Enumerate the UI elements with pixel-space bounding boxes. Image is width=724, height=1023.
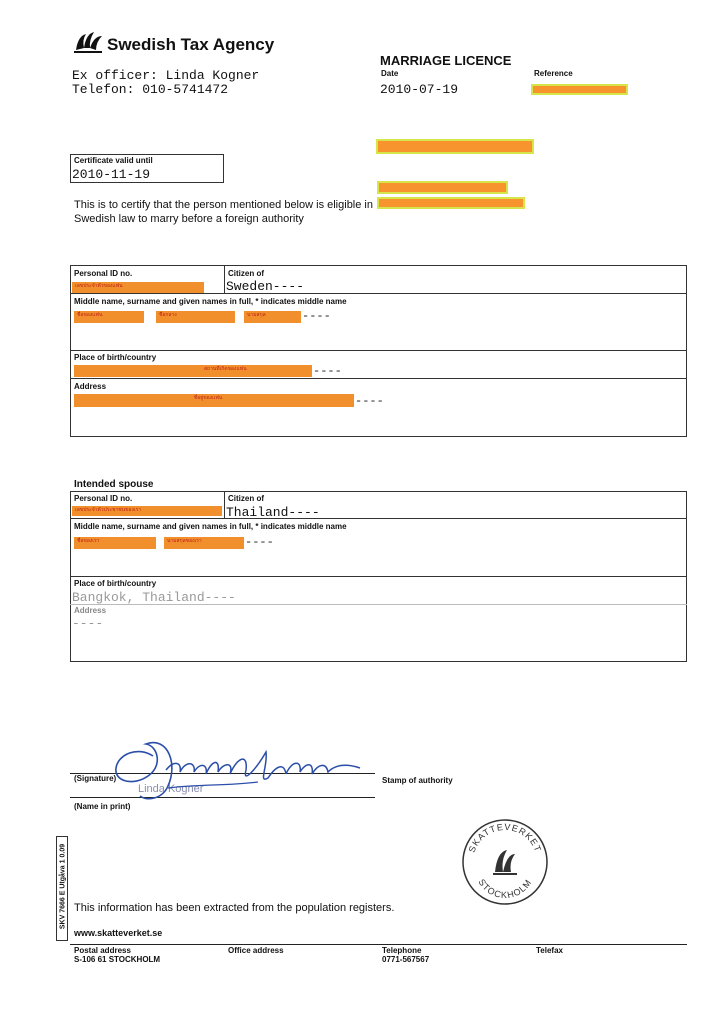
- validity-value: 2010-11-19: [72, 167, 151, 182]
- spouse-heading: Intended spouse: [74, 479, 154, 490]
- stamp-text-bottom: STOCKHOLM: [476, 877, 534, 901]
- extracted-notice: This information has been extracted from the population registers.: [74, 902, 395, 914]
- agency-logo: [72, 28, 104, 54]
- validity-label: Certificate valid until: [74, 156, 153, 165]
- telefax-label: Telefax: [536, 946, 563, 955]
- form-code-vertical: [56, 836, 68, 941]
- spouse-address-value: ----: [72, 616, 104, 631]
- certify-text: This is to certify that the person mentioned below is eligible in Swedish law to marry before a foreign authority: [74, 199, 373, 225]
- footer-rule: [70, 944, 687, 945]
- spouse-name2-redaction: นามสกุลของเรา: [164, 537, 244, 549]
- document-title: MARRIAGE LICENCE: [380, 53, 512, 68]
- handwritten-signature: [108, 726, 373, 806]
- spouse-divider-v: [224, 491, 225, 518]
- recipient-redaction-2: [377, 181, 508, 194]
- office-label: Office address: [228, 946, 284, 955]
- person-address-label: Address: [74, 382, 107, 391]
- date-value: 2010-07-19: [380, 82, 459, 97]
- person-names-dash: ----: [302, 309, 331, 323]
- recipient-redaction-3: [377, 197, 525, 209]
- postal-value: S-106 61 STOCKHOLM: [74, 955, 161, 964]
- person-id-label: Personal ID no.: [74, 269, 133, 278]
- date-label: Date: [381, 69, 399, 78]
- person-names-label: Middle name, surname and given names in full, * indicates middle name: [74, 297, 347, 306]
- form-code-text: SKV 7666 E Utgåva 1 0.09: [59, 843, 67, 930]
- printed-name: Linda Kogner: [138, 783, 204, 795]
- spouse-birth-value: Bangkok, Thailand----: [72, 590, 236, 605]
- spouse-citizen-label: Citizen of: [228, 494, 264, 503]
- signature-label: (Signature): [74, 774, 117, 783]
- authority-stamp: [455, 810, 555, 910]
- telephone-label: Telephone: [382, 946, 422, 955]
- website-link[interactable]: www.skatteverket.se: [74, 928, 163, 938]
- svg-text:STOCKHOLM: [476, 877, 533, 900]
- postal-label: Postal address: [74, 946, 131, 955]
- person-birth-label: Place of birth/country: [74, 353, 157, 362]
- person-name3-redaction: นามสกุล: [244, 311, 301, 323]
- spouse-id-redaction: เลขประจำตัวประชาชนของเรา: [72, 506, 222, 516]
- spouse-id-label: Personal ID no.: [74, 494, 133, 503]
- person-divider-3: [70, 378, 687, 379]
- person-name2-redaction: ชื่อกลาง: [156, 311, 235, 323]
- spouse-divider-1: [70, 518, 687, 519]
- spouse-divider-2: [70, 576, 687, 577]
- telephone-value: 0771-567567: [382, 955, 430, 964]
- person-id-redaction: เลขประจำตัวของแฟน: [72, 282, 204, 293]
- spouse-names-dash: ----: [245, 535, 274, 549]
- name-in-print-label: (Name in print): [74, 802, 131, 811]
- person-divider-2: [70, 350, 687, 351]
- svg-text:SKATTEVERKET: [467, 822, 544, 854]
- reference-redaction: [531, 84, 628, 95]
- stamp-crown-icon: [493, 850, 517, 874]
- spouse-name1-redaction: ชื่อของเรา: [74, 537, 156, 549]
- spouse-citizen-value: Thailand----: [226, 505, 320, 520]
- stamp-label: Stamp of authority: [382, 776, 453, 785]
- spouse-address-label: Address: [74, 606, 107, 615]
- person-address-redaction: ที่อยู่ของแฟน: [74, 394, 354, 407]
- person-divider-v: [224, 265, 225, 293]
- person-divider-1: [70, 293, 687, 294]
- person-birth-dash: ----: [313, 364, 342, 378]
- stamp-text-top: SKATTEVERKET: [466, 821, 544, 854]
- person-name1-redaction: ชื่อของแฟน: [74, 311, 144, 323]
- spouse-birth-label: Place of birth/country: [74, 579, 157, 588]
- agency-name: Swedish Tax Agency: [107, 35, 275, 54]
- reference-label: Reference: [534, 69, 573, 78]
- spouse-names-label: Middle name, surname and given names in full, * indicates middle name: [74, 522, 347, 531]
- crown-logo-icon: [72, 28, 104, 54]
- recipient-redaction-1: [376, 139, 534, 154]
- person-birth-redaction: สถานที่เกิดของแฟน: [74, 365, 312, 377]
- person-address-dash: ----: [355, 394, 384, 408]
- person-citizen-value: Sweden----: [226, 279, 305, 294]
- phone-line: Telefon: 010-5741472: [72, 82, 229, 97]
- officer-line: Ex officer: Linda Kogner: [72, 68, 260, 83]
- person-citizen-label: Citizen of: [228, 269, 264, 278]
